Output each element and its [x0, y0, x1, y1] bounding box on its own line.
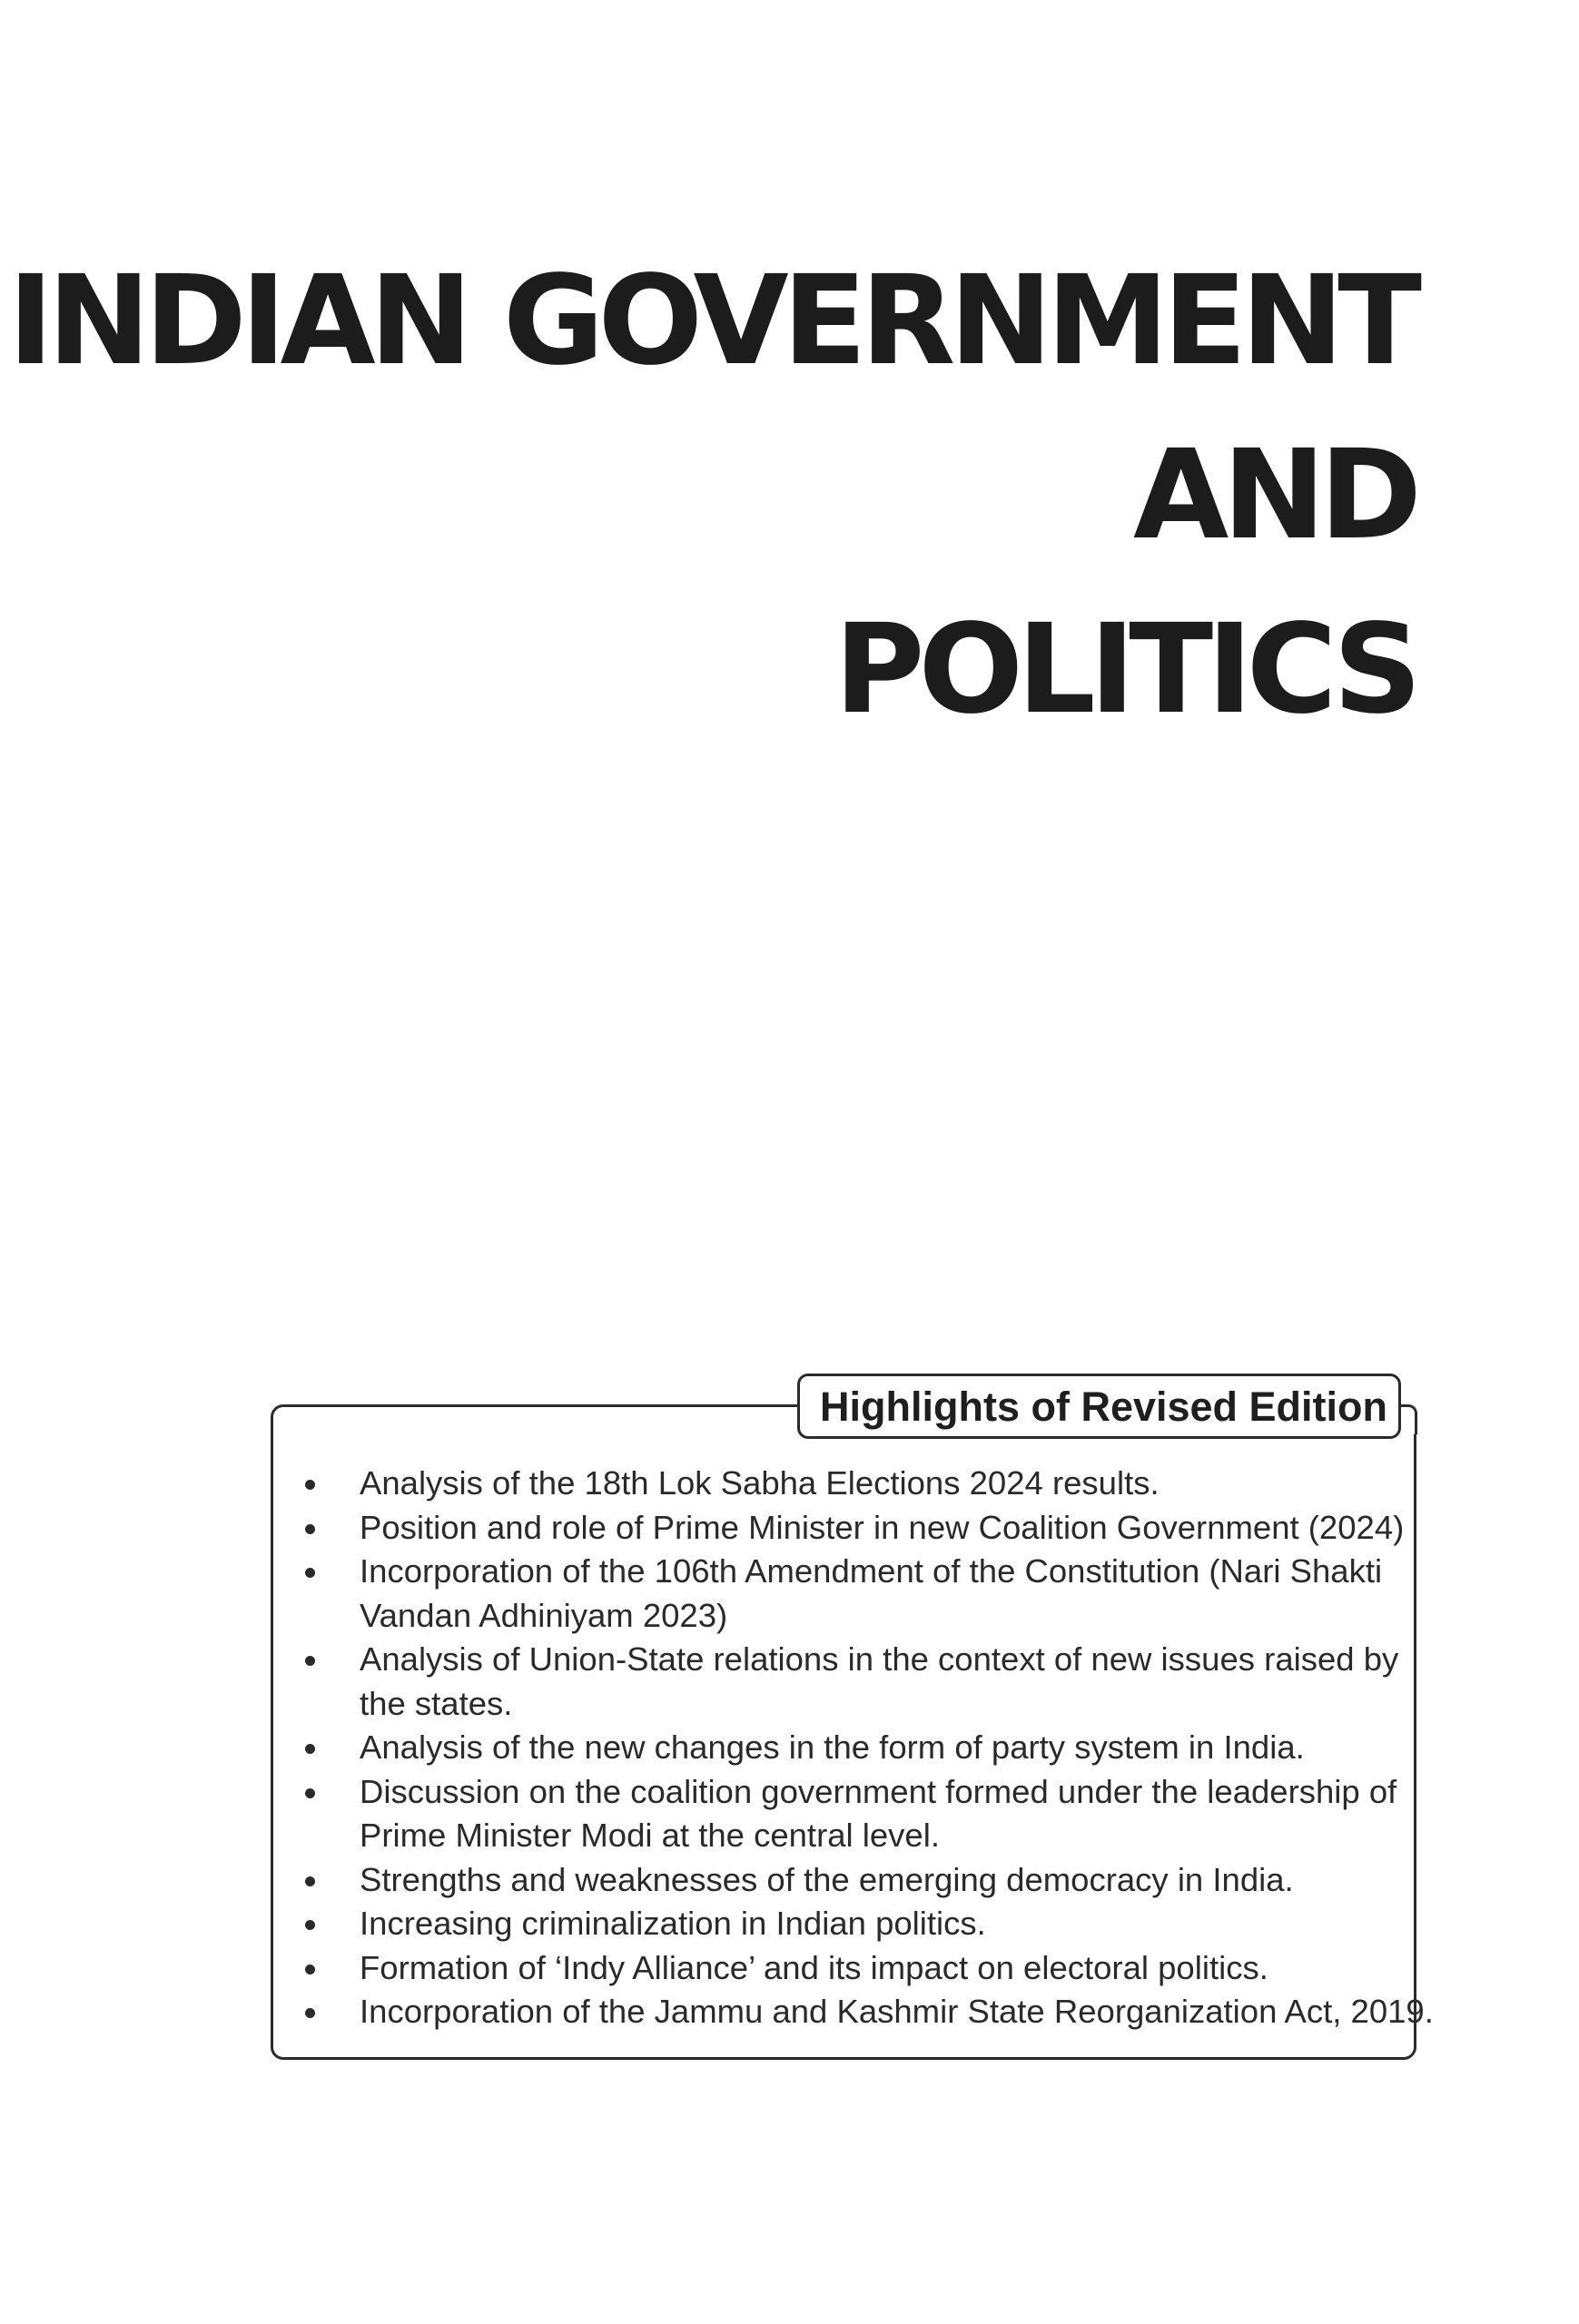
highlight-item	[305, 1506, 1405, 1551]
highlight-item	[305, 1770, 1395, 1858]
title-line-2: AND	[1133, 424, 1416, 567]
highlight-text: Analysis of the new changes in the form of party system in India.	[360, 1728, 1305, 1766]
highlight-item	[305, 1726, 1395, 1770]
highlight-item	[305, 1638, 1399, 1726]
bullet-icon	[305, 1568, 315, 1578]
book-title	[8, 234, 1416, 757]
highlight-item	[305, 1902, 1395, 1946]
highlight-item	[305, 1550, 1395, 1638]
highlight-item	[305, 1946, 1395, 1991]
highlight-item	[305, 1990, 1434, 2034]
bullet-icon	[305, 1965, 315, 1974]
highlight-text: Incorporation of the 106th Amendment of the Constitution (Nari Shakti	[360, 1552, 1383, 1590]
highlight-item	[305, 1858, 1395, 1903]
bullet-icon	[305, 1480, 315, 1490]
bullet-icon	[305, 1876, 315, 1886]
bullet-icon	[305, 1524, 315, 1534]
highlight-text-continued: Vandan Adhiniyam 2023)	[360, 1596, 728, 1634]
bullet-icon	[305, 1788, 315, 1798]
bullet-icon	[305, 1744, 315, 1754]
highlight-text: Increasing criminalization in Indian politics.	[360, 1905, 986, 1942]
highlight-text: Analysis of Union-State relations in the context of new issues raised by	[360, 1640, 1399, 1678]
highlights-list	[305, 1462, 1434, 2034]
highlight-text-continued: the states.	[360, 1684, 513, 1722]
highlight-text: Position and role of Prime Minister in new Coalition Government (2024)	[360, 1508, 1405, 1546]
highlight-text: Strengths and weaknesses of the emerging democracy in India.	[360, 1860, 1294, 1898]
highlight-text: Formation of ‘Indy Alliance’ and its impact on electoral politics.	[360, 1948, 1268, 1986]
title-line-3: POLITICS	[834, 598, 1416, 742]
highlight-item	[305, 1462, 1395, 1506]
highlight-text: Discussion on the coalition government formed under the leadership of	[360, 1772, 1397, 1810]
highlight-text: Incorporation of the Jammu and Kashmir State Reorganization Act, 2019.	[360, 1993, 1434, 2030]
highlight-text: Analysis of the 18th Lok Sabha Elections 2024 results.	[360, 1464, 1160, 1502]
title-line-1: INDIAN GOVERNMENT	[7, 250, 1416, 393]
bullet-icon	[305, 1656, 315, 1666]
highlights-heading: Highlights of Revised Edition	[797, 1374, 1401, 1439]
highlight-text-continued: Prime Minister Modi at the central level.	[360, 1817, 940, 1854]
bullet-icon	[305, 1920, 315, 1930]
bullet-icon	[305, 2008, 315, 2018]
